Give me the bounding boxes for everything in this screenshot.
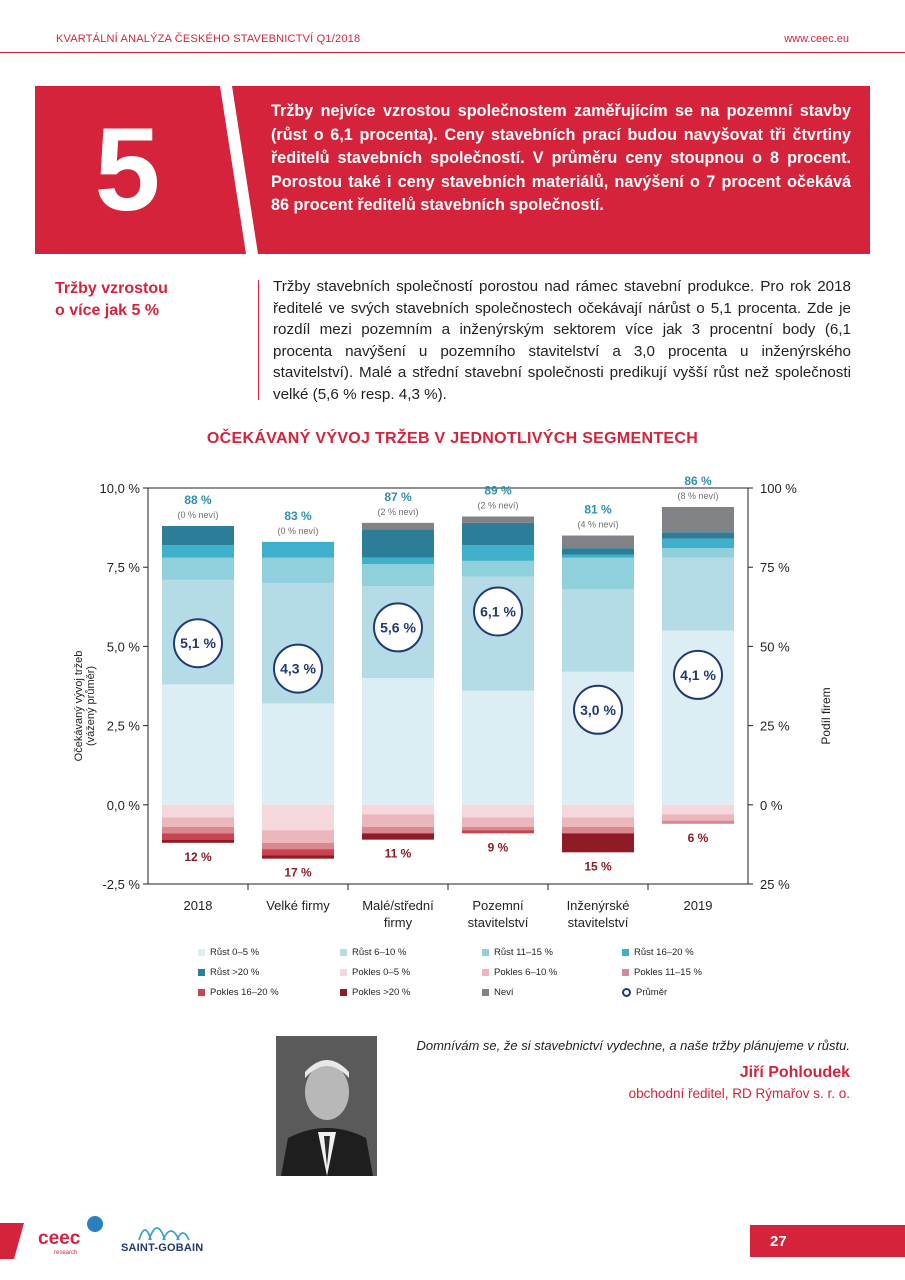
- y-right-tick-label: 75 %: [760, 560, 790, 576]
- bar-bottom-label: 11 %: [384, 846, 412, 861]
- bar-top-sublabel: (2 % neví): [377, 506, 419, 517]
- bar-top-label: 81 %: [584, 502, 612, 517]
- bar-segment: [662, 558, 734, 631]
- bar-segment: [262, 843, 334, 849]
- legend-item: [198, 987, 279, 998]
- bar-segment: [162, 558, 234, 580]
- side-heading-line1: Tržby vzrostou: [55, 280, 168, 297]
- y-left-axis-title-line2: (vážený průměr): [85, 665, 97, 747]
- banner-summary-text: Tržby nejvíce vzrostou společnostem zaměřujícím se na pozemní stavby (růst o 6,1 procenta). Ceny stavebních prací budou navyšovat tři čtvrtiny ředitelů stavebních společností. V průměru ceny stoupnou o 8 procent. Porostou také i ceny stavebních materiálů, navýšení o 7 procent očekává 86 procent ředitelů stavebních společností.: [271, 102, 851, 214]
- bar-segment: [362, 564, 434, 586]
- bar-segment: [162, 526, 234, 545]
- y-right-tick-label: 50 %: [760, 639, 790, 655]
- legend-swatch: [340, 969, 347, 976]
- bar-segment: [362, 805, 434, 815]
- legend-item: [198, 967, 259, 978]
- bar-top-label: 89 %: [484, 483, 512, 498]
- bar-segment: [462, 805, 534, 818]
- bar-segment: [362, 833, 434, 839]
- bar-segment: [262, 855, 334, 858]
- legend-swatch: [622, 969, 629, 976]
- ceec-logo-mark-icon: [87, 1216, 103, 1232]
- bar-segment: [162, 840, 234, 843]
- legend-label: Pokles 0–5 %: [352, 967, 411, 978]
- bar-top-label: 88 %: [184, 493, 212, 508]
- quote-author-role: obchodní ředitel, RD Rýmařov s. r. o.: [628, 1086, 850, 1101]
- bar-segment: [662, 814, 734, 820]
- bar-top-sublabel: (2 % neví): [477, 500, 519, 511]
- x-category-label: stavitelství: [467, 915, 529, 930]
- page-number: 27: [770, 1233, 787, 1250]
- running-header-title: KVARTÁLNÍ ANALÝZA ČESKÉHO STAVEBNICTVÍ Q1/2018: [56, 33, 361, 45]
- running-header-url[interactable]: www.ceec.eu: [784, 33, 849, 45]
- bar-segment: [662, 805, 734, 815]
- legend-swatch: [198, 989, 205, 996]
- bar-top-sublabel: (0 % neví): [177, 510, 219, 521]
- body-paragraph: Tržby stavebních společností porostou nad rámec stavební produkce. Pro rok 2018 ředitelé ve svých stavebních společnostech očekávají nárůst o 5,1 procenta. Zde je rozdíl mezi pozemním a inženýrským sektorem více jak 3 procentní body (6,1 procenta navýšení u pozemního stavitelství a 3,0 procenta u inženýrského stavitelství). Malé a střední stavební společnosti predikují vyšší růst než společnosti velké (5,6 % resp. 4,3 %).: [273, 278, 851, 403]
- bar-segment: [562, 589, 634, 671]
- bar-segment: [562, 558, 634, 590]
- bar-segment: [262, 830, 334, 843]
- y-right-tick-label: 0 %: [760, 797, 783, 813]
- side-heading: [55, 278, 215, 322]
- header-divider: [0, 52, 905, 53]
- footer-accent-shape: [0, 1223, 30, 1259]
- bar-segment: [362, 523, 434, 529]
- legend-swatch: [482, 949, 489, 956]
- bar-segment: [462, 545, 534, 561]
- bar-segment: [362, 678, 434, 805]
- legend-item: [622, 947, 694, 958]
- legend-label: Pokles 16–20 %: [210, 987, 279, 998]
- average-label: 5,6 %: [380, 619, 416, 636]
- legend-label: Růst 16–20 %: [634, 947, 694, 958]
- legend-label: Průměr: [636, 987, 668, 998]
- bar-segment: [462, 561, 534, 577]
- x-category-label: Velké firmy: [266, 898, 330, 913]
- banner-slash-divider: [212, 86, 272, 254]
- bar-top-sublabel: (8 % neví): [677, 491, 719, 502]
- bar-segment: [362, 814, 434, 827]
- ceec-logo-text: ceec: [38, 1228, 81, 1249]
- x-category-label: 2018: [183, 898, 213, 913]
- bar-segment: [462, 827, 534, 830]
- average-label: 6,1 %: [480, 603, 516, 620]
- chart-title: OČEKÁVANÝ VÝVOJ TRŽEB V JEDNOTLIVÝCH SEGMENTECH: [206, 430, 699, 447]
- bar-segment: [262, 558, 334, 583]
- bar-segment: [162, 684, 234, 804]
- bar-bottom-label: 12 %: [184, 849, 212, 864]
- page-number-box: [750, 1225, 905, 1257]
- legend-swatch: [198, 969, 205, 976]
- legend-average-ring-icon: [622, 988, 631, 997]
- y-left-axis-title-line1: Očekávaný vývoj tržeb: [73, 650, 85, 762]
- legend-swatch: [198, 949, 205, 956]
- y-left-tick-label: 7,5 %: [106, 560, 140, 576]
- average-label: 3,0 %: [580, 701, 616, 718]
- bar-segment: [262, 805, 334, 830]
- bar-segment: [562, 827, 634, 833]
- bar-segment: [362, 529, 434, 558]
- x-category-label: Malé/střední: [362, 898, 434, 913]
- plot-frame: [148, 488, 748, 884]
- bar-segment: [562, 536, 634, 549]
- saint-gobain-mark-icon: [135, 1216, 195, 1242]
- ceec-logo[interactable]: [38, 1228, 81, 1256]
- revenue-segments-chart: [0, 460, 905, 940]
- bar-segment: [662, 548, 734, 558]
- legend-item: [340, 987, 410, 998]
- legend-swatch: [340, 989, 347, 996]
- average-label: 4,1 %: [680, 666, 716, 683]
- y-left-axis-title: [73, 651, 97, 762]
- bar-segment: [662, 539, 734, 549]
- bar-segment: [262, 542, 334, 558]
- bar-segment: [662, 507, 734, 532]
- legend-label: Růst 11–15 %: [494, 947, 553, 958]
- bar-segment: [562, 833, 634, 852]
- bar-segment: [662, 532, 734, 538]
- bar-segment: [162, 805, 234, 818]
- bar-segment: [462, 817, 534, 827]
- x-category-label: 2019: [683, 898, 713, 913]
- bar-bottom-label: 9 %: [487, 840, 509, 855]
- bar-top-sublabel: (0 % neví): [277, 525, 319, 536]
- bar-segment: [162, 545, 234, 558]
- legend-label: Růst 6–10 %: [352, 947, 407, 958]
- legend-swatch: [340, 949, 347, 956]
- ceec-logo-subtext: research: [54, 1250, 78, 1256]
- bar-segment: [162, 833, 234, 839]
- x-category-label: Inženýrské: [566, 898, 630, 913]
- average-label: 4,3 %: [280, 660, 316, 677]
- body-accent-bar: [258, 280, 259, 400]
- y-left-tick-label: 2,5 %: [106, 718, 140, 734]
- legend-swatch: [482, 989, 489, 996]
- y-left-tick-label: 5,0 %: [106, 639, 140, 655]
- y-right-tick-label: 100 %: [760, 481, 797, 496]
- y-left-tick-label: -2,5 %: [102, 877, 140, 892]
- bar-segment: [662, 821, 734, 824]
- y-left-tick-label: 10,0 %: [99, 481, 140, 496]
- portrait-figure: [276, 1036, 377, 1176]
- legend-item: [482, 987, 514, 998]
- legend-label: Růst >20 %: [210, 967, 260, 978]
- quote-author-name: Jiří Pohloudek: [739, 1064, 850, 1081]
- y-right-tick-label: 25 %: [760, 718, 790, 734]
- bar-bottom-label: 6 %: [687, 830, 709, 845]
- y-right-tick-label: 25 %: [760, 877, 790, 892]
- bar-bottom-label: 15 %: [584, 859, 612, 874]
- legend-item: [198, 947, 259, 958]
- legend-item: [482, 947, 553, 958]
- legend-swatch: [622, 949, 629, 956]
- bar-segment: [362, 827, 434, 833]
- legend-label: Pokles 6–10 %: [494, 967, 558, 978]
- x-category-label: Pozemní: [472, 898, 524, 913]
- x-category-label: stavitelství: [567, 915, 629, 930]
- bar-segment: [562, 805, 634, 818]
- legend-item: [340, 947, 406, 958]
- bar-segment: [562, 817, 634, 827]
- bar-segment: [462, 830, 534, 833]
- bar-top-label: 87 %: [384, 489, 412, 504]
- bar-top-label: 83 %: [284, 508, 312, 523]
- bar-segment: [262, 849, 334, 855]
- banner-number: 5: [94, 104, 161, 236]
- side-heading-line2: o více jak 5 %: [55, 302, 160, 319]
- bar-top-label: 86 %: [684, 474, 712, 489]
- y-left-tick-label: 0,0 %: [106, 797, 140, 813]
- quote-text: Domnívám se, že si stavebnictví vydechne, a naše tržby plánujeme v růstu.: [416, 1038, 850, 1053]
- bar-segment: [462, 517, 534, 523]
- legend-item: [340, 967, 410, 978]
- portrait-photo: [276, 1036, 377, 1176]
- legend-label: Pokles >20 %: [352, 987, 411, 998]
- bar-segment: [162, 817, 234, 827]
- x-category-label: firmy: [383, 915, 413, 930]
- bar-segment: [562, 555, 634, 558]
- bar-top-sublabel: (4 % neví): [577, 519, 619, 530]
- legend-item: [482, 967, 557, 978]
- average-label: 5,1 %: [180, 635, 216, 652]
- bar-segment: [462, 691, 534, 805]
- legend-item: [622, 967, 702, 978]
- legend-label: Růst 0–5 %: [210, 947, 260, 958]
- bar-segment: [162, 827, 234, 833]
- bar-segment: [362, 558, 434, 564]
- legend-item: [622, 987, 667, 998]
- y-right-axis-title: Podíl firem: [819, 687, 833, 745]
- bar-bottom-label: 17 %: [284, 865, 312, 880]
- legend-swatch: [482, 969, 489, 976]
- saint-gobain-logo-text[interactable]: SAINT-GOBAIN: [121, 1242, 204, 1254]
- legend-label: Neví: [494, 987, 514, 998]
- bar-segment: [262, 703, 334, 804]
- bar-segment: [462, 523, 534, 545]
- legend-label: Pokles 11–15 %: [634, 967, 702, 978]
- bar-segment: [562, 548, 634, 554]
